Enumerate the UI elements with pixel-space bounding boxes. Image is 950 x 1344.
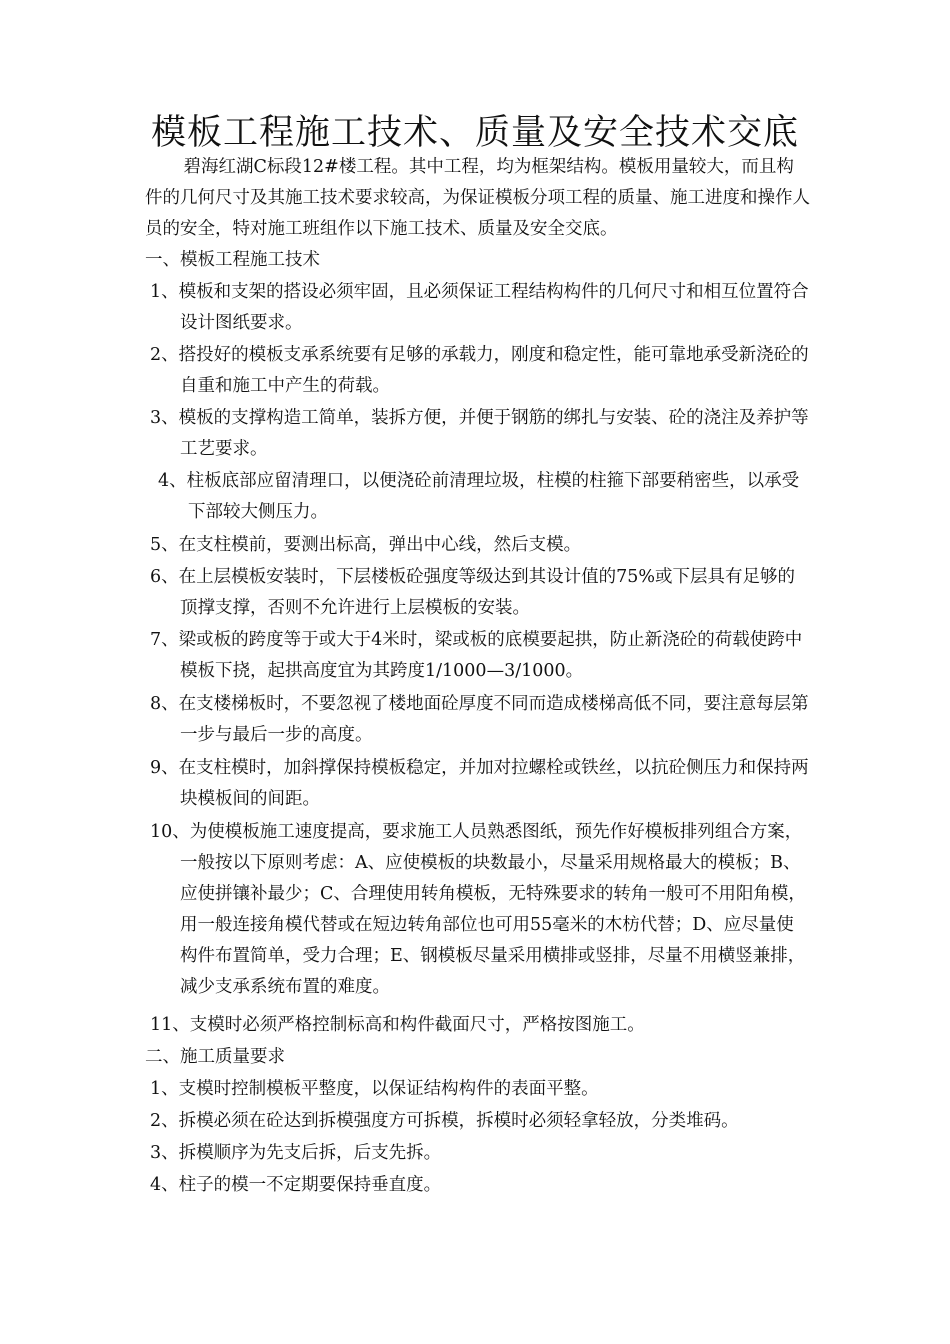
section-heading-techniques: 一、模板工程施工技术 [145, 250, 320, 270]
list-item: 8、在支楼梯板时，不要忽视了楼地面砼厚度不同而造成楼梯高低不同，要注意每层第一步与最后一步的高度。 [150, 694, 809, 745]
list-item: 3、拆模顺序为先支后拆，后支先拆。 [150, 1143, 442, 1163]
document-title: 模板工程施工技术、质量及安全技术交底 [150, 113, 799, 153]
list-item: 3、模板的支撑构造工简单，装拆方便，并便于钢筋的绑扎与安装、砼的浇注及养护等工艺要求。 [150, 408, 809, 459]
list-item: 4、柱板底部应留清理口，以便浇砼前清理垃圾，柱模的柱箍下部要稍密些，以承受下部较大侧压力。 [158, 471, 800, 522]
list-item: 1、模板和支架的搭设必须牢固，且必须保证工程结构构件的几何尺寸和相互位置符合设计图纸要求。 [150, 282, 809, 333]
list-item: 11、支模时必须严格控制标高和构件截面尺寸，严格按图施工。 [150, 1015, 645, 1035]
list-item: 2、拆模必须在砼达到拆模强度方可拆模，拆模时必须轻拿轻放，分类堆码。 [150, 1111, 739, 1131]
list-item: 6、在上层模板安装时，下层楼板砼强度等级达到其设计值的75%或下层具有足够的顶撑支撑，否则不允许进行上层模板的安装。 [150, 567, 796, 618]
list-item: 10、为使模板施工速度提高，要求施工人员熟悉图纸，预先作好模板排列组合方案，一般按以下原则考虑：A、应使模板的块数最小，尽量采用规格最大的模板；B、应使拼镶补最少；C、合理使用转角模板，无特殊要求的转角一般可不用阳角模，用一般连接角模代替或在短边转角部位也可用55毫米的木枋代替；D、应尽量使构件布置简单，受力合理；E、钢模板尽量采用横排或竖排，尽量不用横竖兼排，减少支承系统布置的难度。 [150, 822, 806, 997]
list-item: 2、搭投好的模板支承系统要有足够的承载力，刚度和稳定性，能可靠地承受新浇砼的自重和施工中产生的荷载。 [150, 345, 809, 396]
section-heading-quality: 二、施工质量要求 [145, 1047, 285, 1067]
list-item: 5、在支柱模前，要测出标高，弹出中心线，然后支模。 [150, 535, 582, 555]
list-item: 9、在支柱模时，加斜撑保持模板稳定，并加对拉螺栓或铁丝，以抗砼侧压力和保持两块模板间的间距。 [150, 758, 809, 809]
intro-paragraph: 碧海红湖C标段12#楼工程。其中工程，均为框架结构。模板用量较大，而且构件的几何尺寸及其施工技术要求较高，为保证模板分项工程的质量、施工进度和操作人员的安全，特对施工班组作以下施工技术、质量及安全交底。 [145, 157, 810, 239]
list-item: 4、柱子的模一不定期要保持垂直度。 [150, 1175, 442, 1195]
list-item: 7、梁或板的跨度等于或大于4米时，梁或板的底模要起拱，防止新浇砼的荷载使跨中模板下挠，起拱高度宜为其跨度1/1000—3/1000。 [150, 630, 803, 681]
list-item: 1、支模时控制模板平整度，以保证结构构件的表面平整。 [150, 1079, 599, 1099]
